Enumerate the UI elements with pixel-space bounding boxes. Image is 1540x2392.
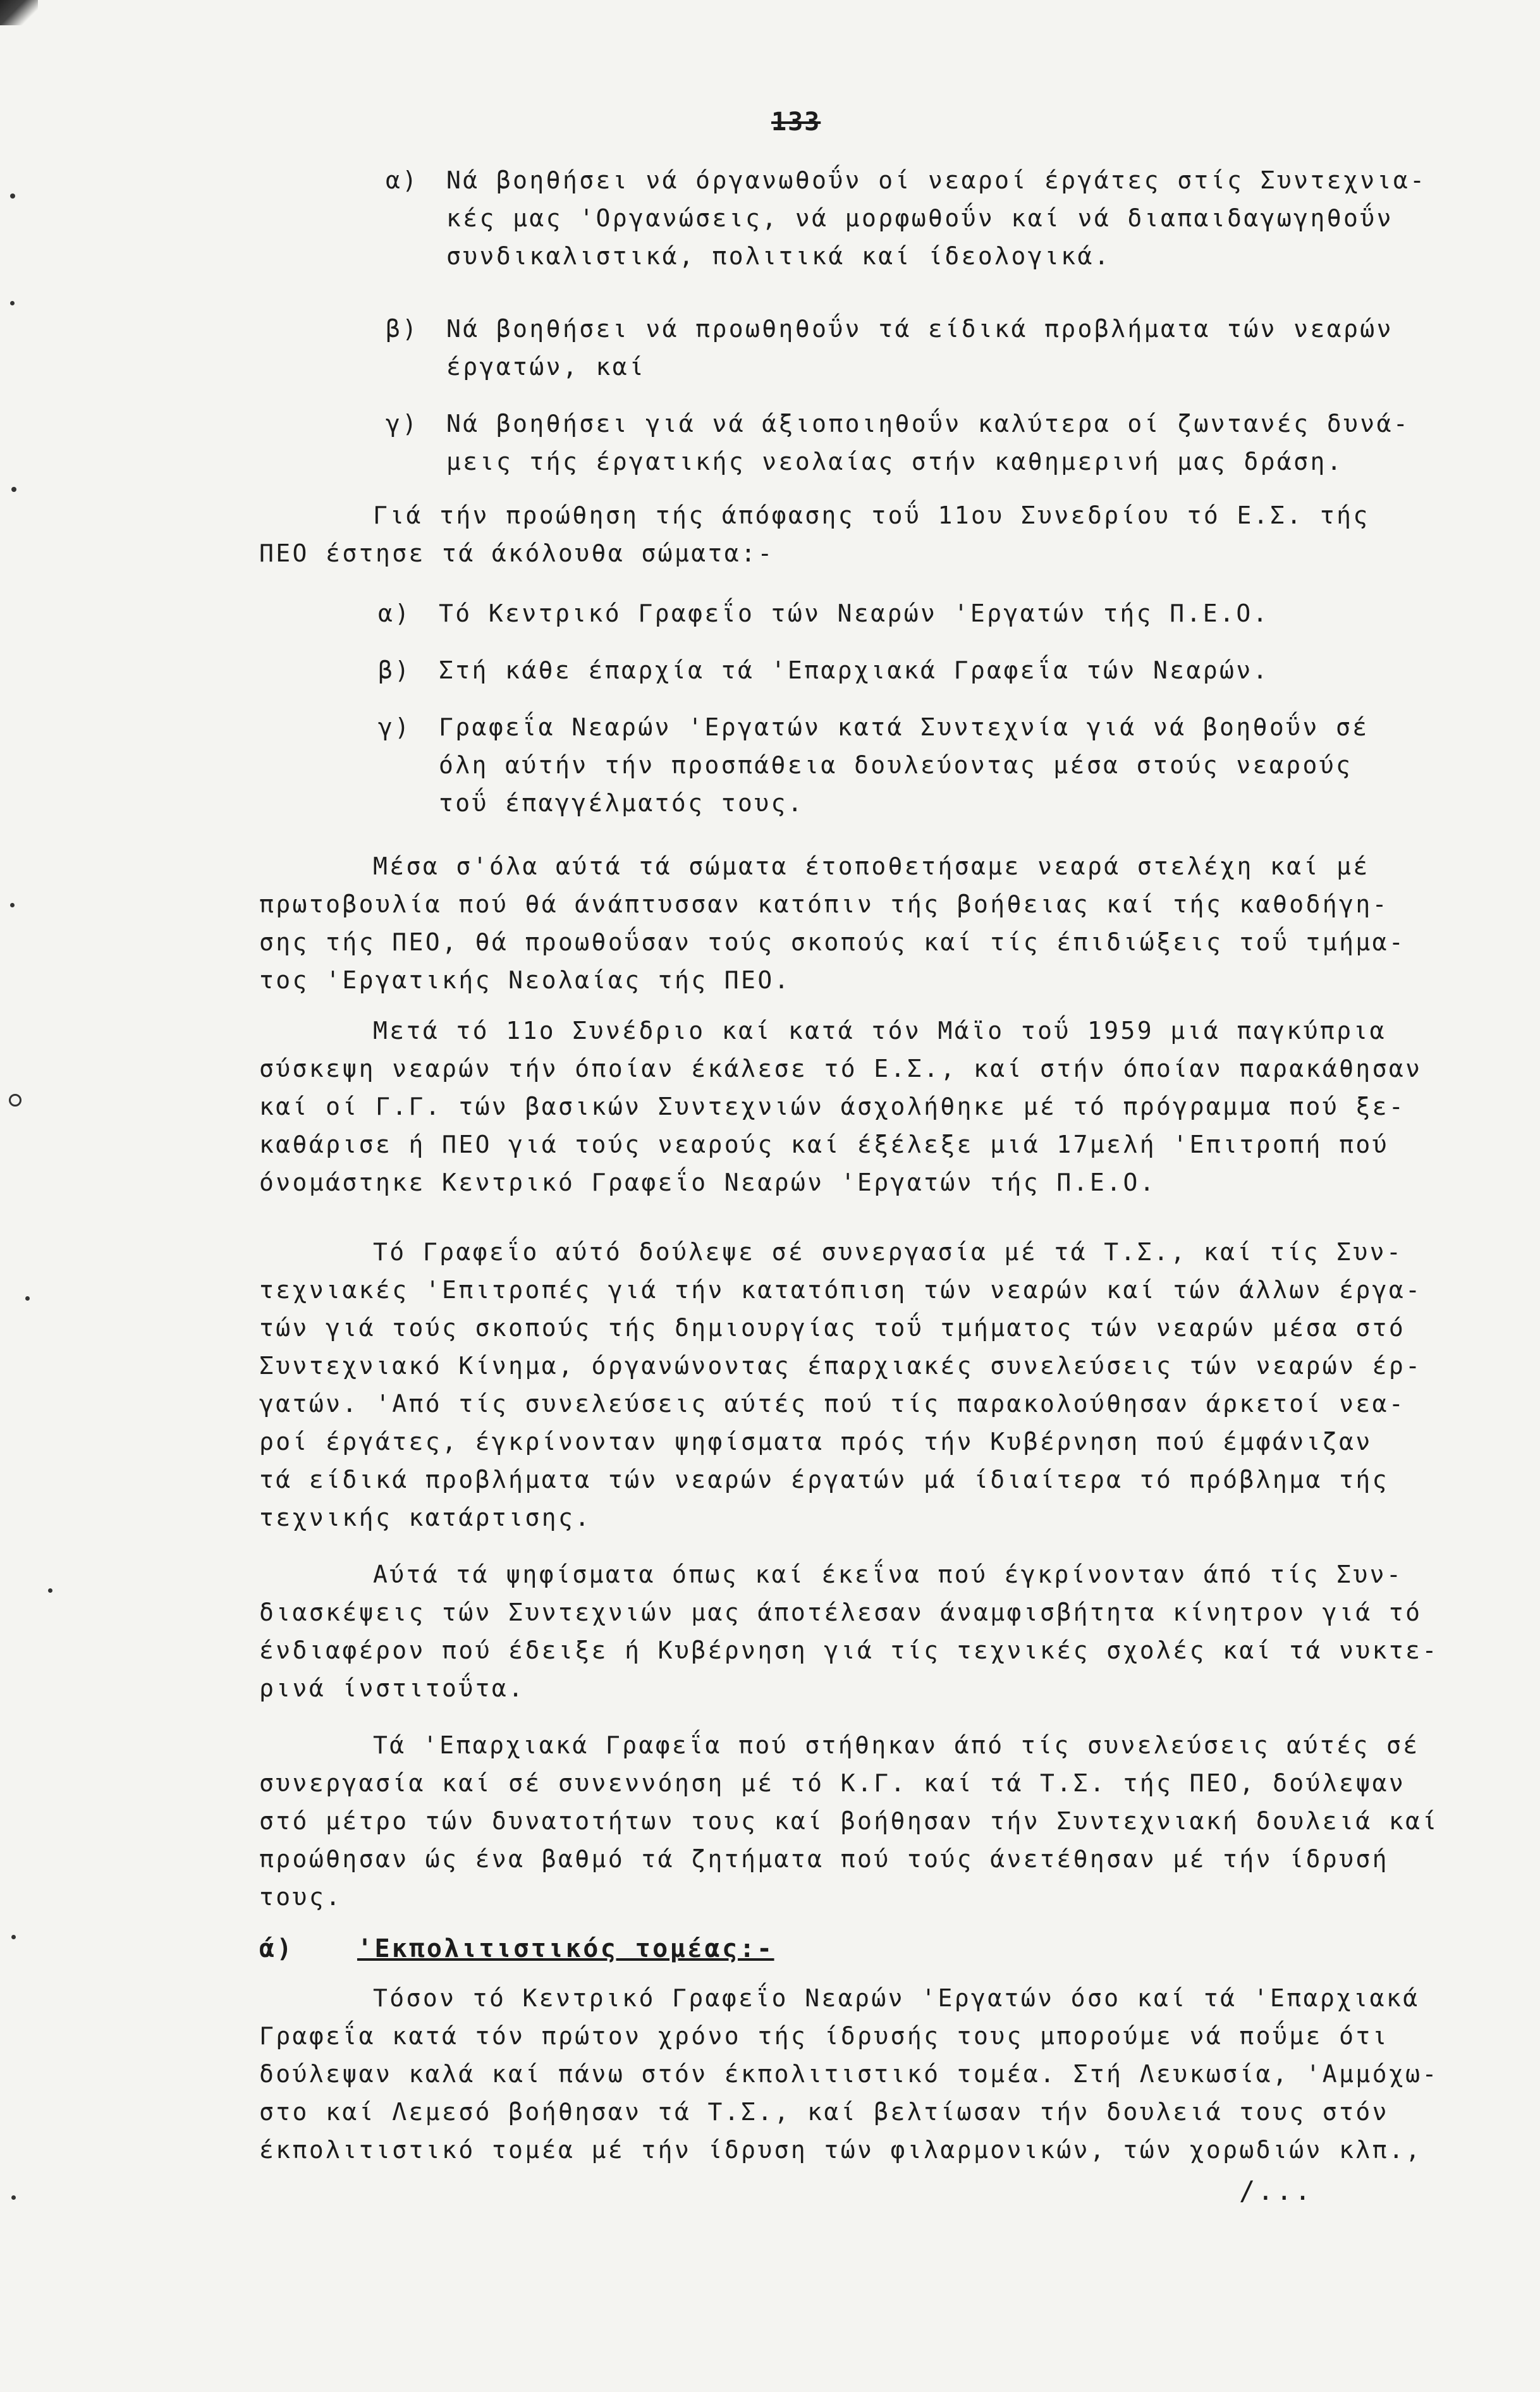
text-line: συνδικαλιστικά, πολιτικά καί ίδεολογικά. xyxy=(446,242,1111,270)
section-marker: ά) xyxy=(259,1934,294,1963)
text-line: τος 'Εργατικής Νεολαίας τής ΠΕΟ. xyxy=(259,966,791,994)
margin-speck xyxy=(11,2195,16,2200)
body-item-b xyxy=(378,651,1465,689)
margin-speck xyxy=(10,193,15,199)
text-line: ρινά ίνστιτοΰτα. xyxy=(259,1674,525,1702)
margin-speck xyxy=(10,301,15,305)
text-line: προώθησαν ώς ένα βαθμό τά ζητήματα πού τούς άνετέθησαν μέ τήν ίδρυσή xyxy=(259,1845,1389,1873)
text-line: μεις τής έργατικής νεολαίας στήν καθημερινή μας δράση. xyxy=(446,448,1344,475)
section-heading xyxy=(259,1930,1144,1968)
margin-speck xyxy=(11,487,16,492)
text-line: έργατών, καί xyxy=(446,353,646,381)
text-line: Νά βοηθήσει γιά νά άξιοποιηθοΰν καλύτερα οί ζωντανές δυνά- xyxy=(446,410,1410,438)
text-line: όνομάστηκε Κεντρικό Γραφεΐο Νεαρών 'Εργατών τής Π.Ε.Ο. xyxy=(259,1168,1157,1196)
text-line: τεχνικής κατάρτισης. xyxy=(259,1504,592,1531)
text-line: πρωτοβουλία πού θά άνάπτυσσαν κατόπιν τής βοήθειας καί τής καθοδήγη- xyxy=(259,890,1389,918)
text-line: Αύτά τά ψηφίσματα όπως καί έκεΐνα πού έγκρίνονταν άπό τίς Συν- xyxy=(373,1561,1403,1588)
text-line: σύσκεψη νεαρών τήν όποίαν έκάλεσε τό Ε.Σ., καί στήν όποίαν παρακάθησαν xyxy=(259,1055,1422,1083)
text-line: Συντεχνιακό Κίνημα, όργανώνοντας έπαρχιακές συνελεύσεις τών νεαρών έρ- xyxy=(259,1352,1422,1380)
text-line: Τά 'Επαρχιακά Γραφεΐα πού στήθηκαν άπό τίς συνελεύσεις αύτές σέ xyxy=(373,1731,1420,1759)
text-line: τοΰ έπαγγέλματός τους. xyxy=(439,789,805,817)
text-line: Νά βοηθήσει νά προωθηθοΰν τά είδικά προβλήματα τών νεαρών xyxy=(446,315,1393,343)
text-line: τών γιά τούς σκοπούς τής δημιουργίας τοΰ τμήματος τών νεαρών μέσα στό xyxy=(259,1314,1406,1342)
scan-corner-mark xyxy=(0,0,38,25)
text-line: Τό Κεντρικό Γραφεΐο τών Νεαρών 'Εργατών τής Π.Ε.Ο. xyxy=(439,599,1269,627)
text-line: Στή κάθε έπαρχία τά 'Επαρχιακά Γραφεΐα τών Νεαρών. xyxy=(439,656,1269,684)
paragraph-2 xyxy=(259,1012,1486,1201)
margin-speck xyxy=(25,1296,30,1301)
paragraph-final xyxy=(259,1979,1486,2169)
text-line: Γραφεΐα Νεαρών 'Εργατών κατά Συντεχνία γιά νά βοηθοΰν σέ xyxy=(439,713,1369,741)
list-marker: β) xyxy=(378,656,412,684)
text-line: σης τής ΠΕΟ, θά προωθοΰσαν τούς σκοπούς καί τίς έπιδιώξεις τοΰ τμήμα- xyxy=(259,928,1406,956)
margin-ring-mark xyxy=(9,1094,21,1107)
text-line: κές μας 'Οργανώσεις, νά μορφωθοΰν καί νά διαπαιδαγωγηθοΰν xyxy=(446,204,1393,232)
text-line: Γραφεΐα κατά τόν πρώτον χρόνο τής ίδρυσής τους μπορούμε νά ποΰμε ότι xyxy=(259,2022,1389,2050)
text-line: Τόσον τό Κεντρικό Γραφεΐο Νεαρών 'Εργατών όσο καί τά 'Επαρχιακά xyxy=(373,1984,1420,2012)
paragraph-3 xyxy=(259,1233,1486,1536)
section-title: 'Εκπολιτιστικός τομέας:- xyxy=(357,1934,774,1963)
text-line: στό μέτρο τών δυνατοτήτων τους καί βοήθησαν τήν Συντεχνιακή δουλειά καί xyxy=(259,1807,1439,1835)
text-line: στο καί Λεμεσό βοήθησαν τά Τ.Σ., καί βελτίωσαν τήν δουλειά τους στόν xyxy=(259,2098,1389,2126)
list-marker: α) xyxy=(378,599,412,627)
continuation-mark: /... xyxy=(1239,2175,1314,2206)
paragraph-1 xyxy=(259,847,1486,999)
text-line: τά είδικά προβλήματα τών νεαρών έργατών μά ίδιαίτερα τό πρόβλημα τής xyxy=(259,1466,1389,1493)
margin-speck xyxy=(48,1588,52,1593)
list-marker: γ) xyxy=(386,410,419,438)
text-line: ένδιαφέρον πού έδειξε ή Κυβέρνηση γιά τίς τεχνικές σχολές καί τά νυκτε- xyxy=(259,1636,1439,1664)
paragraph-4 xyxy=(259,1555,1486,1707)
text-line: διασκέψεις τών Συντεχνιών μας άποτέλεσαν άναμφισβήτητα κίνητρον γιά τό xyxy=(259,1598,1422,1626)
margin-speck xyxy=(10,903,15,907)
page-number: 133 xyxy=(771,107,821,137)
list-marker: α) xyxy=(386,166,419,194)
text-line: έκπολιτιστικό τομέα μέ τήν ίδρυση τών φιλαρμονικών, τών χορωδιών κλπ., xyxy=(259,2136,1422,2164)
body-item-c xyxy=(378,708,1465,835)
text-line: όλη αύτήν τήν προσπάθεια δουλεύοντας μέσα στούς νεαρούς xyxy=(439,751,1353,779)
intro-paragraph xyxy=(259,496,1486,572)
text-line: Νά βοηθήσει νά όργανωθοΰν οί νεαροί έργάτες στίς Συντεχνια- xyxy=(446,166,1427,194)
margin-speck xyxy=(11,1935,16,1939)
list-item-a xyxy=(386,161,1473,288)
text-line: Γιά τήν προώθηση τής άπόφασης τοΰ 11ου Συνεδρίου τό Ε.Σ. τής xyxy=(373,501,1370,529)
text-line: καί οί Γ.Γ. τών βασικών Συντεχνιών άσχολήθηκε μέ τό πρόγραμμα πού ξε- xyxy=(259,1093,1406,1120)
paragraph-5 xyxy=(259,1726,1486,1916)
list-item-b xyxy=(386,310,1473,398)
text-line: ροί έργάτες, έγκρίνονταν ψηφίσματα πρός τήν Κυβέρνηση πού έμφάνιζαν xyxy=(259,1428,1372,1456)
text-line: Μέσα σ'όλα αύτά τά σώματα έτοποθετήσαμε νεαρά στελέχη καί μέ xyxy=(373,852,1370,880)
text-line: ΠΕΟ έστησε τά άκόλουθα σώματα:- xyxy=(259,539,774,567)
text-line: καθάρισε ή ΠΕΟ γιά τούς νεαρούς καί έξέλεξε μιά 17μελή 'Επιτροπή πού xyxy=(259,1131,1389,1158)
text-line: γατών. 'Από τίς συνελεύσεις αύτές πού τίς παρακολούθησαν άρκετοί νεα- xyxy=(259,1390,1406,1418)
list-item-c xyxy=(386,405,1473,493)
list-marker: β) xyxy=(386,315,419,343)
list-marker: γ) xyxy=(378,713,412,741)
text-line: τεχνιακές 'Επιτροπές γιά τήν κατατόπιση τών νεαρών καί τών άλλων έργα- xyxy=(259,1276,1422,1304)
text-line: τους. xyxy=(259,1883,343,1911)
text-line: Τό Γραφεΐο αύτό δούλεψε σέ συνεργασία μέ τά Τ.Σ., καί τίς Συν- xyxy=(373,1238,1403,1266)
text-line: Μετά τό 11ο Συνέδριο καί κατά τόν Μάϊο τοΰ 1959 μιά παγκύπρια xyxy=(373,1017,1386,1045)
body-item-a xyxy=(378,594,1465,632)
text-line: συνεργασία καί σέ συνεννόηση μέ τό Κ.Γ. καί τά Τ.Σ. τής ΠΕΟ, δούλεψαν xyxy=(259,1769,1406,1797)
text-line: δούλεψαν καλά καί πάνω στόν έκπολιτιστικό τομέα. Στή Λευκωσία, 'Αμμόχω- xyxy=(259,2060,1439,2088)
